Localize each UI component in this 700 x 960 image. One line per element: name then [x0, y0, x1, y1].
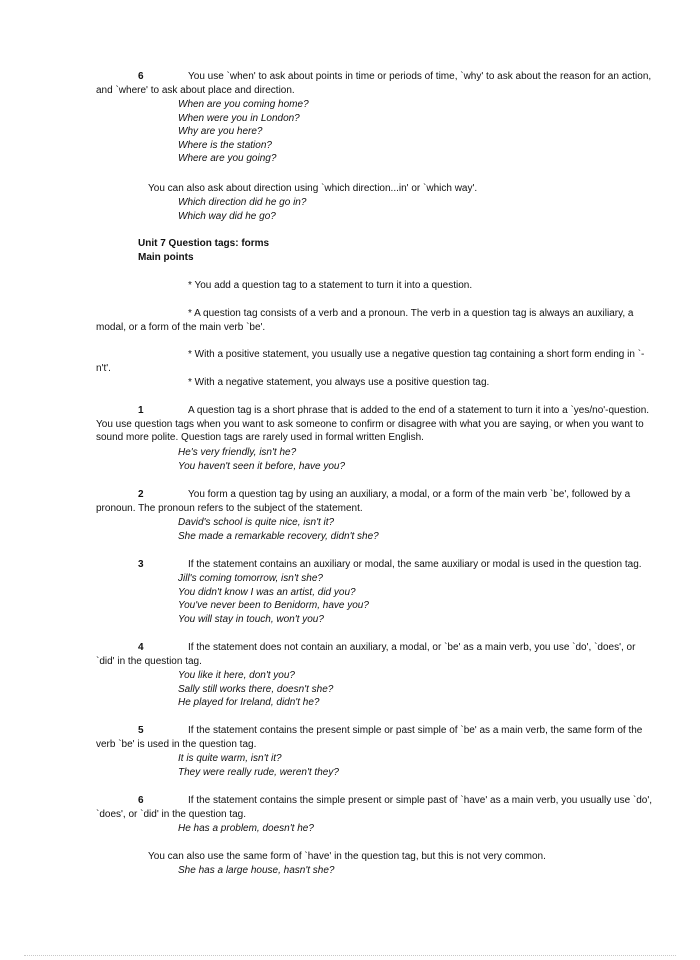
paragraph-4: [96, 641, 654, 668]
example-list: [178, 572, 369, 626]
example-list: [178, 752, 339, 779]
example-sentence: She made a remarkable recovery, didn't she?: [178, 530, 379, 542]
example-sentence: They were really rude, weren't they?: [178, 766, 339, 778]
example-sentence: Sally still works there, doesn't she?: [178, 683, 334, 695]
example-sentence: Which direction did he go in?: [178, 197, 307, 208]
example-list: [178, 446, 345, 473]
example-list: [178, 864, 334, 878]
paragraph-number: 3: [138, 559, 144, 570]
example-sentence: Where are you going?: [178, 153, 277, 165]
main-point: * You add a question tag to a statement to turn it into a question.: [188, 280, 473, 291]
example-sentence: You will stay in touch, won't you?: [178, 613, 324, 625]
paragraph-text: A question tag is a short phrase that is added to the end of a statement to turn it into a `yes/no'-question. You use question tags when you want to ask someone to confirm or disagree with what you are saying, or when you want to sound more polite. Question tags are rarely used in formal written English.: [96, 405, 650, 443]
paragraph-number: 1: [138, 405, 144, 416]
example-sentence: He has a problem, doesn't he?: [178, 823, 314, 834]
example-sentence: You haven't seen it before, have you?: [178, 460, 346, 472]
example-sentence: When were you in London?: [178, 112, 300, 124]
paragraph-number: 6: [138, 71, 144, 82]
page-bottom-divider: [24, 955, 676, 956]
paragraph-1: [96, 404, 654, 445]
example-list: [178, 669, 333, 710]
paragraph-text: You form a question tag by using an auxiliary, a modal, or a form of the main verb `be', followed by a pronoun. The pronoun refers to the subject of the statement.: [96, 489, 631, 514]
paragraph-6-wh-questions: [96, 70, 654, 97]
example-sentence: It is quite warm, isn't it?: [178, 753, 282, 764]
example-sentence: David's school is quite nice, isn't it?: [178, 517, 335, 528]
example-list: [178, 516, 379, 543]
example-list: [178, 196, 306, 223]
paragraph-3: [96, 558, 654, 572]
paragraph-5: [96, 724, 654, 751]
unit-subtitle: Main points: [138, 252, 194, 263]
example-sentence: You've never been to Benidorm, have you?: [178, 600, 369, 612]
main-point: * A question tag consists of a verb and a pronoun. The verb in a question tag is always an auxiliary, a modal, or a form of the main verb `be'.: [96, 308, 634, 333]
paragraph-text: If the statement contains the present simple or past simple of `be' as a main verb, the same form of the verb `be' is used in the question tag.: [96, 725, 643, 750]
example-sentence: He's very friendly, isn't he?: [178, 447, 297, 458]
have-note: You can also use the same form of `have' in the question tag, but this is not very common.: [148, 851, 546, 862]
example-sentence: You like it here, don't you?: [178, 670, 295, 681]
unit-title: Unit 7 Question tags: forms: [138, 238, 270, 249]
paragraph-number: 2: [138, 489, 144, 500]
paragraph-text: If the statement contains the simple present or simple past of `have' as a main verb, you usually use `do', `does', or `did' in the question tag.: [96, 795, 653, 820]
paragraph-text: If the statement does not contain an auxiliary, a modal, or `be' as a main verb, you use `do', `does', or `did' in the question tag.: [96, 642, 636, 667]
paragraph-number: 4: [138, 642, 144, 653]
example-sentence: Which way did he go?: [178, 210, 276, 222]
example-sentence: He played for Ireland, didn't he?: [178, 697, 320, 709]
paragraph-number: 6: [138, 795, 144, 806]
example-sentence: Where is the station?: [178, 139, 272, 151]
example-sentence: Jill's coming tomorrow, isn't she?: [178, 573, 323, 584]
example-list: [178, 822, 314, 836]
paragraph-text: You use `when' to ask about points in time or periods of time, `why' to ask about the reason for an action, and `where' to ask about place and direction.: [96, 71, 652, 96]
example-list: [178, 98, 309, 166]
main-point: * With a negative statement, you always use a positive question tag.: [188, 377, 490, 388]
paragraph-2: [96, 488, 654, 515]
main-point: * With a positive statement, you usually use a negative question tag containing a short form ending in `-n't'.: [96, 349, 645, 374]
example-sentence: Why are you here?: [178, 126, 263, 138]
paragraph-number: 5: [138, 725, 144, 736]
paragraph-text: If the statement contains an auxiliary or modal, the same auxiliary or modal is used in the question tag.: [188, 559, 642, 570]
paragraph-6-have: [96, 794, 654, 821]
example-sentence: When are you coming home?: [178, 99, 309, 110]
direction-note: You can also ask about direction using `which direction...in' or `which way'.: [148, 183, 478, 194]
example-sentence: She has a large house, hasn't she?: [178, 865, 335, 876]
example-sentence: You didn't know I was an artist, did you?: [178, 586, 356, 598]
